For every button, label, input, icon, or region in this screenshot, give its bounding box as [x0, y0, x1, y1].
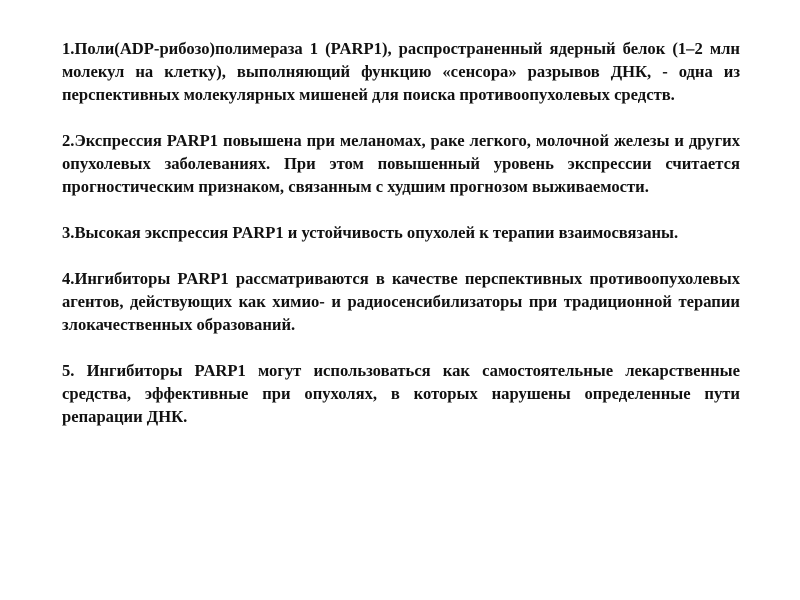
paragraph-3: 3.Высокая экспрессия PARP1 и устойчивость опухолей к терапии взаимосвязаны. — [62, 223, 679, 242]
text-body — [62, 37, 740, 451]
paragraph-1: 1.Поли(ADP-рибозо)полимераза 1 (PARP1), распространенный ядерный белок (1–2 млн молекул на клетку), выполняющий функцию «сенсора» разрывов ДНК, - одна из перспективных молекулярных мишеней для поиска противоопухолевых средств. — [62, 39, 740, 104]
paragraph-5: 5. Ингибиторы PARP1 могут использоваться как самостоятельные лекарственные средства, эффективные при опухолях, в которых нарушены определенные пути репарации ДНК. — [62, 361, 740, 426]
paragraph-4: 4.Ингибиторы PARP1 рассматриваются в качестве перспективных противоопухолевых агентов, действующих как химио- и радиосенсибилизаторы при традиционной терапии злокачественных образований. — [62, 269, 740, 334]
paragraph-2: 2.Экспрессия PARP1 повышена при меланомах, раке легкого, молочной железы и других опухолевых заболеваниях. При этом повышенный уровень экспрессии считается прогностическим признаком, связанным с худшим прогнозом выживаемости. — [62, 131, 740, 196]
